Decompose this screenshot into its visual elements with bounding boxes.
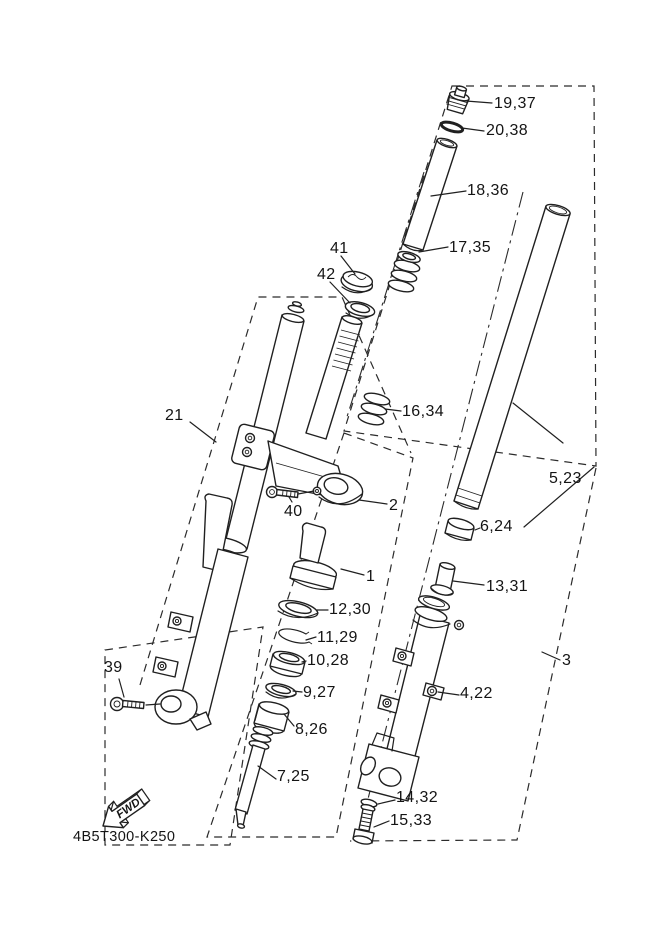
callout-21[interactable]: 21 [165, 407, 184, 424]
right-fork-centerline [358, 192, 523, 838]
callout-6-24[interactable]: 6,24 [480, 518, 513, 535]
callout-20-38[interactable]: 20,38 [486, 122, 529, 139]
fwd-arrow [103, 789, 150, 828]
callout-10-28[interactable]: 10,28 [307, 652, 350, 669]
bolt-15-33 [352, 809, 374, 845]
cap-bolt-19-37 [445, 84, 472, 115]
bolt-39 [111, 698, 145, 711]
spring-seat-parts [339, 268, 376, 319]
callout-5-23[interactable]: 5,23 [549, 470, 582, 487]
rebound-spring-upper [387, 258, 421, 294]
callout-17-35[interactable]: 17,35 [449, 239, 492, 256]
callout-40[interactable]: 40 [284, 503, 303, 520]
callout-14-32[interactable]: 14,32 [396, 789, 439, 806]
callout-3[interactable]: 3 [562, 652, 572, 669]
callout-1[interactable]: 1 [366, 568, 376, 585]
callout-4-22[interactable]: 4,22 [460, 685, 493, 702]
washer-9-27 [265, 681, 298, 699]
callout-15-33[interactable]: 15,33 [390, 812, 433, 829]
callout-8-26[interactable]: 8,26 [295, 721, 328, 738]
oil-lock-piece-13-31 [430, 561, 456, 597]
callout-2[interactable]: 2 [389, 497, 399, 514]
oil-seal-10-28 [269, 649, 306, 679]
callout-9-27[interactable]: 9,27 [303, 684, 336, 701]
callout-41[interactable]: 41 [330, 240, 349, 257]
steering-stem [306, 314, 363, 439]
dashed-group-boxes [105, 86, 596, 845]
outer-tube-4-22 [358, 593, 464, 801]
fwd-label: FWD [114, 796, 143, 822]
callout-18-36[interactable]: 18,36 [467, 182, 510, 199]
callout-42[interactable]: 42 [317, 266, 336, 283]
callout-16-34[interactable]: 16,34 [402, 403, 445, 420]
callout-12-30[interactable]: 12,30 [329, 601, 372, 618]
clip-11-29 [279, 629, 312, 644]
damper-centerline [346, 172, 424, 420]
slide-metal-6-24 [445, 516, 475, 540]
callout-7-25[interactable]: 7,25 [277, 768, 310, 785]
dust-seal-12-30 [277, 597, 319, 621]
callout-11-29[interactable]: 11,29 [317, 629, 358, 646]
callout-39[interactable]: 39 [104, 659, 123, 676]
drawing-code: 4B5T300-K250 [73, 829, 176, 845]
callout-19-37[interactable]: 19,37 [494, 95, 537, 112]
callout-13-31[interactable]: 13,31 [486, 578, 529, 595]
protector-guard-1 [290, 523, 338, 590]
o-ring-20-38 [440, 120, 463, 134]
